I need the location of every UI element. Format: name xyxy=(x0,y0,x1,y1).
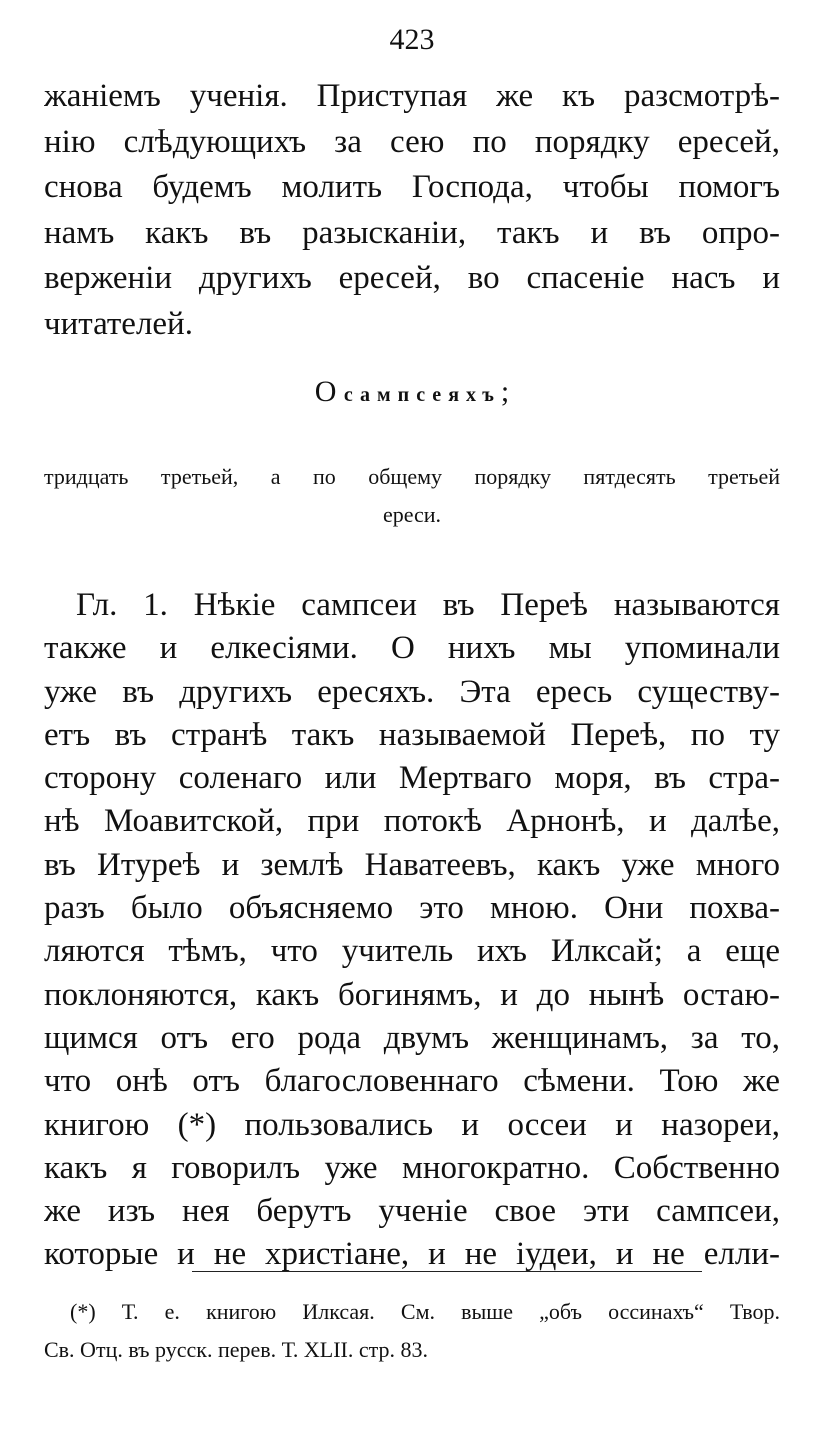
heading-prefix: О xyxy=(314,375,337,408)
page-number: 423 xyxy=(389,23,435,56)
footnote-line: (*) Т. е. книгою Илксая. См. выше „объ оссинахъ“ Твор. xyxy=(70,1299,780,1324)
footnote-divider xyxy=(192,1271,702,1272)
text-line: въ Итуреѣ и землѣ Наватеевъ, какъ уже много xyxy=(44,846,780,883)
text-line: нію слѣдующихъ за сею по порядку ересей, xyxy=(44,123,780,160)
footnote-line: Св. Отц. въ русск. перев. Т. XLII. стр. 83. xyxy=(44,1337,429,1362)
text-line: поклоняются, какъ богинямъ, и до нынѣ остаю- xyxy=(44,976,780,1013)
text-line: етъ въ странѣ такъ называемой Переѣ, по ту xyxy=(44,716,780,753)
text-line: жаніемъ ученія. Приступая же къ разсмотрѣ- xyxy=(44,78,780,114)
text-line: книгою (*) пользовались и оссеи и назореи, xyxy=(44,1106,780,1143)
text-line: нѣ Моавитской, при потокѣ Арнонѣ, и далѣе, xyxy=(44,803,780,840)
text-line: уже въ другихъ ересяхъ. Эта ересь существу- xyxy=(44,673,780,710)
heading-title: сампсеяхъ xyxy=(343,384,501,406)
chapter-paragraph xyxy=(44,584,780,1277)
text-line: разъ было объясняемо это мною. Они похва- xyxy=(44,890,780,927)
text-line: же изъ нея берутъ ученіе свое эти сампсеи, xyxy=(44,1193,780,1230)
text-line: снова будемъ молить Господа, чтобы помогъ xyxy=(44,169,780,205)
heading-suffix: ; xyxy=(500,375,510,408)
text-line: что онѣ отъ благословеннаго сѣмени. Тою же xyxy=(44,1063,780,1100)
section-heading xyxy=(44,372,780,415)
intro-paragraph xyxy=(44,74,780,347)
section-subtitle xyxy=(44,458,780,534)
text-line: намъ какъ въ разысканіи, такъ и въ опро- xyxy=(44,214,780,251)
text-line: также и елкесіями. О нихъ мы упоминали xyxy=(44,630,780,667)
text-line: которые и не христіане, и не іудеи, и не елли- xyxy=(44,1236,780,1273)
subtitle-line: тридцать третьей, а по общему порядку пятдесять третьей xyxy=(44,464,780,489)
book-page xyxy=(44,0,780,1440)
text-line: ляются тѣмъ, что учитель ихъ Илксай; а еще xyxy=(44,933,780,970)
text-line: сторону соленаго или Мертваго моря, въ стра- xyxy=(44,760,780,797)
subtitle-line: ереси. xyxy=(382,502,442,527)
text-line: какъ я говорилъ уже многократно. Собственно xyxy=(44,1149,780,1186)
text-line: верженіи другихъ ересей, во спасеніе насъ и xyxy=(44,260,780,296)
text-line: Гл. 1. Нѣкіе сампсеи въ Переѣ называются xyxy=(76,587,780,623)
text-line: читателей. xyxy=(44,305,193,342)
text-line: щимся отъ его рода двумъ женщинамъ, за то, xyxy=(44,1019,780,1056)
footnote xyxy=(44,1293,780,1369)
